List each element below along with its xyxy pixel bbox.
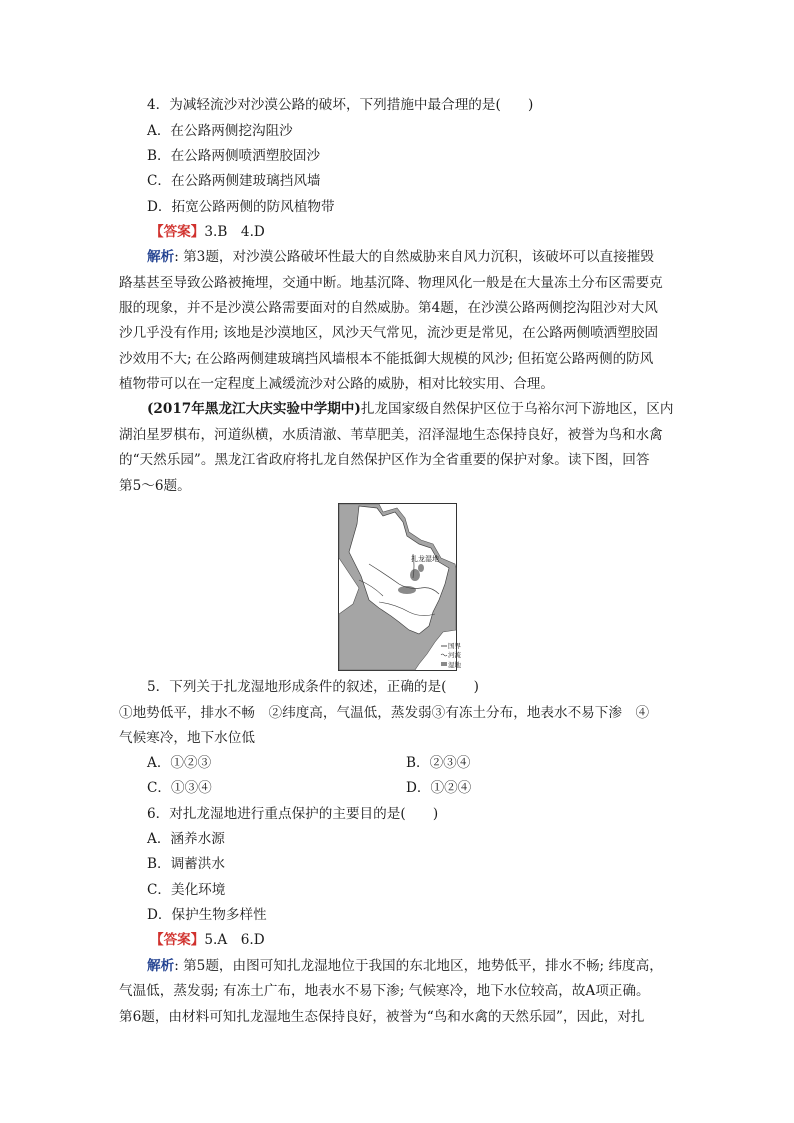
answer-text: 5.A 6.D: [204, 932, 265, 948]
analysis-line: 路基甚至导致公路被掩埋，交通中断。地基沉降、物理风化一般是在大量冻土分布区需要克: [119, 275, 663, 291]
q5-option-a: A．①②③: [147, 755, 212, 771]
analysis-tag: 解析: [147, 249, 175, 265]
q5-option-b: B．②③④: [406, 755, 471, 771]
q6-option-c: C．美化环境: [147, 882, 226, 898]
answer-text: 3.B 4.D: [204, 224, 265, 240]
analysis-line: 气温低，蒸发弱; 有冻土广布，地表水不易下渗; 气候寒冷，地下水位较高，故A项正确。: [119, 983, 650, 999]
analysis-line: 沙效用不大; 在公路两侧建玻璃挡风墙根本不能抵御大规模的风沙; 但拓宽公路两侧的防风: [119, 351, 654, 367]
legend-wetland: 湿地: [448, 661, 461, 669]
q4-stem: 4．为减轻流沙对沙漠公路的破坏，下列措施中最合理的是( ): [147, 97, 534, 113]
material-line: 湖泊星罗棋布，河道纵横，水质清澈、苇草肥美，沼泽湿地生态保持良好，被誉为鸟和水禽: [119, 427, 663, 443]
q4-option-a: A．在公路两侧挖沟阻沙: [147, 123, 293, 139]
zhalong-map: [338, 503, 461, 671]
q4-option-c: C．在公路两侧建玻璃挡风墙: [147, 173, 321, 189]
answer-tag: 【答案】: [150, 224, 205, 240]
map-legend: [439, 640, 462, 670]
q5-option-d: D．①②④: [406, 780, 472, 796]
q4-option-b: B．在公路两侧喷洒塑胶固沙: [147, 148, 321, 164]
q5-statement: ①地势低平，排水不畅 ②纬度高，气温低，蒸发弱③有冻土分布，地表水不易下渗 ④: [119, 705, 650, 721]
analysis-text: : 第5题，由图可知扎龙湿地位于我国的东北地区，地势低平，排水不畅; 纬度高，: [174, 958, 663, 974]
analysis-tag: 解析: [147, 958, 175, 974]
analysis-text: : 第3题，对沙漠公路破坏性最大的自然威胁来自风力沉积，该破坏可以直接摧毁: [174, 249, 654, 265]
material-text: 扎龙国家级自然保护区位于乌裕尔河下游地区，区内: [360, 401, 674, 417]
wetland-patch: [410, 569, 420, 581]
q6-option-d: D．保护生物多样性: [147, 907, 267, 923]
legend-river: 河流: [448, 651, 461, 659]
wetland-patch: [418, 564, 424, 572]
q4-option-d: D．拓宽公路两侧的防风植物带: [147, 199, 335, 215]
q6-stem: 6．对扎龙湿地进行重点保护的主要目的是( ): [147, 806, 439, 822]
q6-option-a: A．涵养水源: [147, 831, 225, 847]
answer-tag: 【答案】: [150, 932, 205, 948]
answer-line-2: [150, 930, 265, 950]
material-line: [147, 399, 673, 419]
material-line: 第5～6题。: [119, 478, 191, 494]
q5-statement: 气候寒冷，地下水位低: [119, 730, 255, 746]
q6-option-b: B．调蓄洪水: [147, 856, 225, 872]
map-svg: [339, 504, 461, 670]
material-source: (2017年黑龙江大庆实验中学期中): [147, 401, 361, 417]
analysis-line: [147, 247, 654, 267]
analysis-line: 植物带可以在一定程度上减缓流沙对公路的威胁，相对比较实用、合理。: [119, 376, 554, 392]
analysis-line: [147, 956, 663, 976]
q5-stem: 5．下列关于扎龙湿地形成条件的叙述，正确的是( ): [147, 679, 479, 695]
analysis-line: 沙几乎没有作用; 该地是沙漠地区，风沙天气常见，流沙更是常见，在公路两侧喷洒塑胶固: [119, 325, 659, 341]
q5-option-c: C．①③④: [147, 780, 212, 796]
answer-line-1: [150, 222, 265, 242]
material-line: 的“天然乐园”。黑龙江省政府将扎龙自然保护区作为全省重要的保护对象。读下图，回答: [119, 452, 650, 468]
analysis-line: 服的现象，并不是沙漠公路需要面对的自然威胁。第4题，在沙漠公路两侧挖沟阻沙对大风: [119, 300, 658, 316]
legend-border: 国界: [448, 642, 461, 650]
map-place-label: 扎龙湿地: [411, 555, 439, 563]
analysis-line: 第6题，由材料可知扎龙湿地生态保持良好，被誉为“鸟和水禽的天然乐园”，因此，对扎: [119, 1009, 645, 1025]
